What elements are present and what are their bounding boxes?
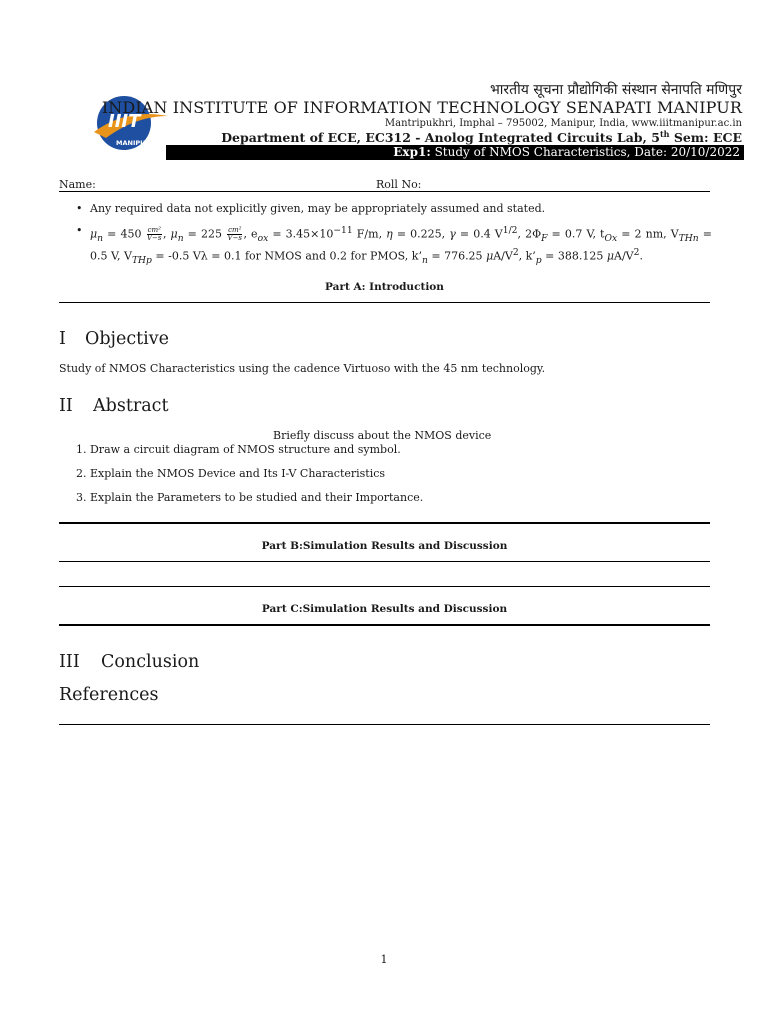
section-title: Abstract xyxy=(93,396,169,416)
dept-prefix: Department of ECE, EC312 - Anolog Integrated Circuits Lab, 5 xyxy=(221,130,660,146)
section-title: Conclusion xyxy=(101,652,200,672)
part-c-heading: Part C:Simulation Results and Discussion xyxy=(261,603,508,615)
abstract-list xyxy=(76,443,423,515)
exp-text: Study of NMOS Characteristics, Date: 20/10/2022 xyxy=(430,145,740,159)
part-b-heading: Part B:Simulation Results and Discussion xyxy=(261,540,508,552)
assumptions-list xyxy=(76,202,712,274)
name-label: Name: xyxy=(59,178,96,191)
bullet-item xyxy=(76,202,712,216)
institute-name: INDIAN INSTITUTE OF INFORMATION TECHNOLOGY SENAPATI MANIPUR xyxy=(101,98,742,117)
section-objective-heading xyxy=(59,329,169,349)
abstract-intro: Briefly discuss about the NMOS device xyxy=(273,429,492,442)
objective-text: Study of NMOS Characteristics using the cadence Virtuoso with the 45 nm technology. xyxy=(59,362,546,375)
list-item: 2. Explain the NMOS Device and Its I-V Characteristics xyxy=(76,467,386,480)
page-number: 1 xyxy=(380,953,388,966)
divider xyxy=(59,624,710,626)
section-abstract-heading xyxy=(59,396,169,416)
section-number: III xyxy=(59,652,80,672)
bullet-item-parameters: • $\mu_n = 450$ $\frac{\text{cm²}}{V-s}$ , $\mu_n = 225$ $\frac{\text{cm²}}{V-s}$ , $e_{ox} = 3.45\times 10^{-11}$ F/m, η = 0.225, γ = 0.4 $V^{1/2}$, $2\Phi_F = 0.7$ V, $t_{Ox} = 2$ nm, $V_{THn} = 0.5$ V, $V_{THp} = -0.5$ Vλ = 0.1 for NMOS and 0.2 for PMOS, $k’_n = 776.25$ $\mu A/V^2$, $k’_p = 388.125$ $\mu A/V^2$. xyxy=(76,224,713,266)
logo-text: IIIT xyxy=(108,111,141,132)
institute-address: Mantripukhri, Imphal – 795002, Manipur, India, www.iiitmanipur.ac.in xyxy=(384,118,742,129)
dept-sup: th xyxy=(659,129,670,139)
bullet-dot: • xyxy=(76,224,83,237)
logo-subtext: MANIPUR xyxy=(116,139,151,147)
section-number: I xyxy=(59,329,66,349)
bullet-dot: • xyxy=(76,202,83,215)
divider xyxy=(59,586,710,587)
department-line xyxy=(221,129,742,145)
divider xyxy=(59,522,710,524)
experiment-bar xyxy=(166,145,744,160)
list-item: 1. Draw a circuit diagram of NMOS structure and symbol. xyxy=(76,443,401,456)
references-heading: References xyxy=(59,685,159,705)
exp-label: Exp1: xyxy=(393,145,431,159)
dept-suffix: Sem: ECE xyxy=(669,130,742,146)
name-underline xyxy=(59,191,710,192)
list-item: 3. Explain the Parameters to be studied and their Importance. xyxy=(76,491,424,504)
part-a-heading: Part A: Introduction xyxy=(325,281,444,293)
roll-no-label: Roll No: xyxy=(376,178,422,191)
section-title: Objective xyxy=(85,329,170,349)
bullet-text: Any required data not explicitly given, may be appropriately assumed and stated. xyxy=(90,202,546,215)
hindi-institute-name: भारतीय सूचना प्रौद्योगिकी संस्थान सेनापति मणिपुर xyxy=(489,82,742,98)
divider xyxy=(59,724,710,725)
section-conclusion-heading xyxy=(59,652,199,672)
divider xyxy=(59,561,710,562)
divider xyxy=(59,302,710,303)
section-number: II xyxy=(59,396,73,416)
